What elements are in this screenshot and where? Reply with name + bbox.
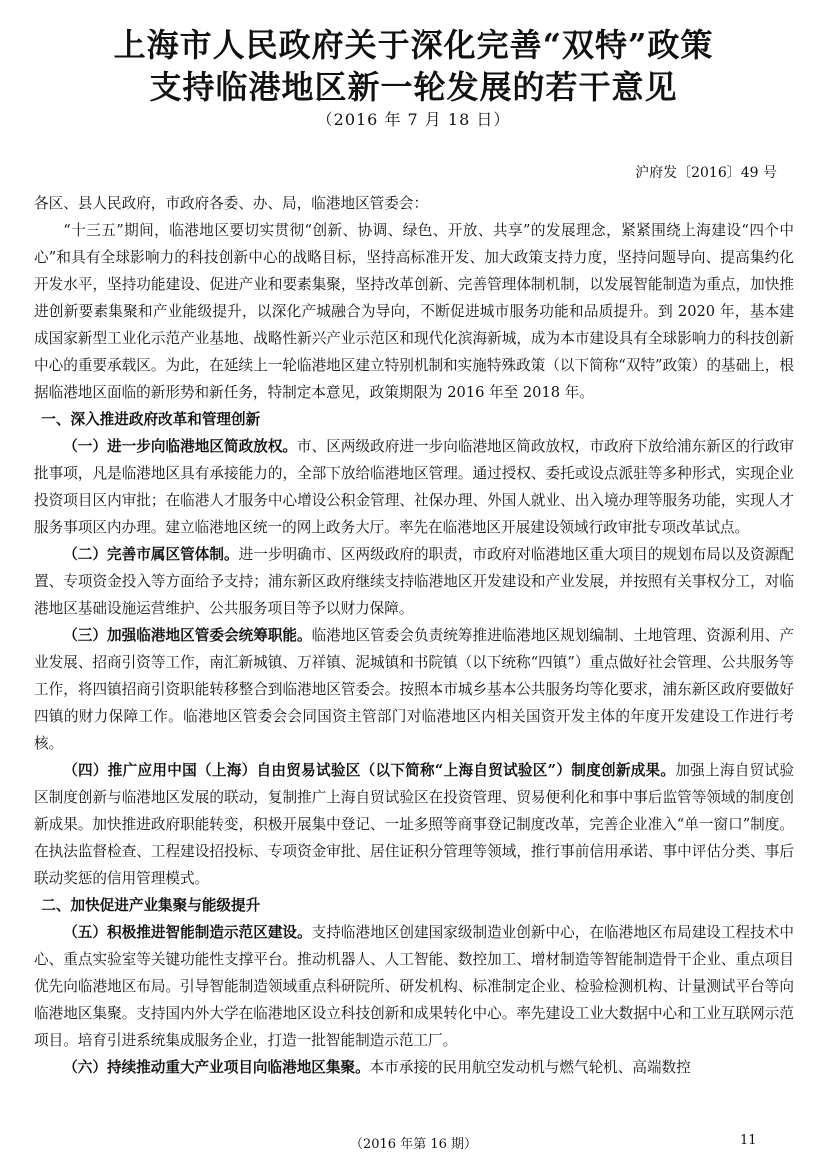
page-number: 11 [740, 1133, 757, 1148]
issue-label: （2016 年第 16 期） [349, 1137, 478, 1152]
intro-paragraph: “十三五”期间，临港地区要切实贯彻“创新、协调、绿色、开放、共享”的发展理念，紧紧围绕上海建设“四个中心”和具有全球影响力的科技创新中心的战略目标，坚持高标准开发、加大政策支持力度，坚持问题导向、提高集约化开发水平，坚持功能建设、促进产业和要素集聚，坚持改革创新、完善管理体制机制，以发展智能制造为重点，加快推进创新要素集聚和产业能级提升，以深化产城融合为导向，不断促进城市服务功能和品质提升。到 2020 年，基本建成国家新型工业化示范产业基地、战略性新兴产业示范区和现代化滨海新城，成为本市建设具有全球影响力的科技创新中心的重要承载区。为此，在延续上一轮临港地区建立特别机制和实施特殊政策（以下简称“双特”政策）的基础上，根据临港地区面临的新形势和新任务，特制定本意见，政策期限为 2016 年至 2018 年。 [34, 222, 794, 401]
paragraph-5-lead: （五）积极推进智能制造示范区建设。 [63, 924, 312, 941]
paragraph-1-text: 市、区两级政府进一步向临港地区简政放权，市政府下放给浦东新区的行政审批事项，凡是临港地区具有承接能力的，全部下放给临港地区管理。通过授权、委托或设点派驻等多种形式，实现企业投资项目区内审批；在临港人才服务中心增设公积金管理、社保办理、外国人就业、出入境办理等服务功能，实现人才服务事项区内办理。建立临港地区统一的网上政务大厅。率先在临港地区开展建设领域行政审批专项改革试点。 [34, 438, 794, 536]
paragraph-5-text: 支持临港地区创建国家级制造业创新中心，在临港地区布局建设工程技术中心、重点实验室等关键功能性支撑平台。推动机器人、人工智能、数控加工、增材制造等智能制造骨干企业、重点项目优先向临港地区布局。引导智能制造领域重点科研院所、研发机构、标准制定企业、检验检测机构、计量测试平台等向临港地区集聚。支持国内外大学在临港地区设立科技创新和成果转化中心。率先建设工业大数据中心和工业互联网示范项目。培育引进系统集成服务企业，打造一批智能制造示范工厂。 [34, 924, 794, 1049]
salutation: 各区、县人民政府，市政府各委、办、局，临港地区管委会： [34, 195, 429, 212]
document-title-line-1: 上海市人民政府关于深化完善“双特”政策 [113, 26, 714, 64]
paragraph-1 [34, 433, 794, 541]
document-date: （2016 年 7 月 18 日） [316, 110, 511, 129]
paragraph-6-lead: （六）持续推动重大产业项目向临港地区集聚。 [63, 1059, 370, 1076]
paragraph-4 [34, 757, 794, 892]
paragraph-2-lead: （二）完善市属区管体制。 [63, 546, 239, 563]
paragraph-1-lead: （一）进一步向临港地区简政放权。 [63, 438, 298, 455]
paragraph-3 [34, 622, 794, 757]
paragraph-4-text: 加强上海自贸试验区制度创新与临港地区发展的联动，复制推广上海自贸试验区在投资管理、贸易便利化和事中事后监管等领域的制度创新成果。加快推进政府职能转变，积极开展集中登记、一址多照等商事登记制度改革，完善企业准入“单一窗口”制度。在执法监督检查、工程建设招投标、专项资金审批、居住证积分管理等领域，推行事前信用承诺、事中评估分类、事后联动奖惩的信用管理模式。 [34, 762, 794, 887]
paragraph-6 [34, 1054, 794, 1081]
document-number: 沪府发〔2016〕49 号 [635, 165, 777, 181]
document-body [34, 190, 794, 1081]
document-title-line-2: 支持临港地区新一轮发展的若干意见 [149, 68, 678, 106]
paragraph-3-text: 临港地区管委会负责统筹推进临港地区规划编制、土地管理、资源利用、产业发展、招商引资等工作，南汇新城镇、万祥镇、泥城镇和书院镇（以下统称“四镇”）重点做好社会管理、公共服务等工作，将四镇招商引资职能转移整合到临港地区管委会。按照本市城乡基本公共服务均等化要求，浦东新区政府要做好四镇的财力保障工作。临港地区管委会会同国资主管部门对临港地区内相关国资开发主体的年度开发建设工作进行考核。 [34, 627, 794, 752]
paragraph-5 [34, 919, 794, 1054]
paragraph-3-lead: （三）加强临港地区管委会统筹职能。 [63, 627, 312, 644]
section-1-heading: 一、深入推进政府改革和管理创新 [41, 411, 261, 428]
section-2-heading: 二、加快促进产业集聚与能级提升 [41, 897, 261, 914]
paragraph-2-text: 进一步明确市、区两级政府的职责，市政府对临港地区重大项目的规划布局以及资源配置、专项资金投入等方面给予支持；浦东新区政府继续支持临港地区开发建设和产业发展，并按照有关事权分工，对临港地区基础设施运营维护、公共服务项目等予以财力保障。 [34, 546, 794, 617]
paragraph-4-lead: （四）推广应用中国（上海）自由贸易试验区（以下简称“上海自贸试验区”）制度创新成果。 [63, 762, 676, 779]
paragraph-6-text: 本市承接的民用航空发动机与燃气轮机、高端数控 [369, 1059, 691, 1076]
paragraph-2 [34, 541, 794, 622]
